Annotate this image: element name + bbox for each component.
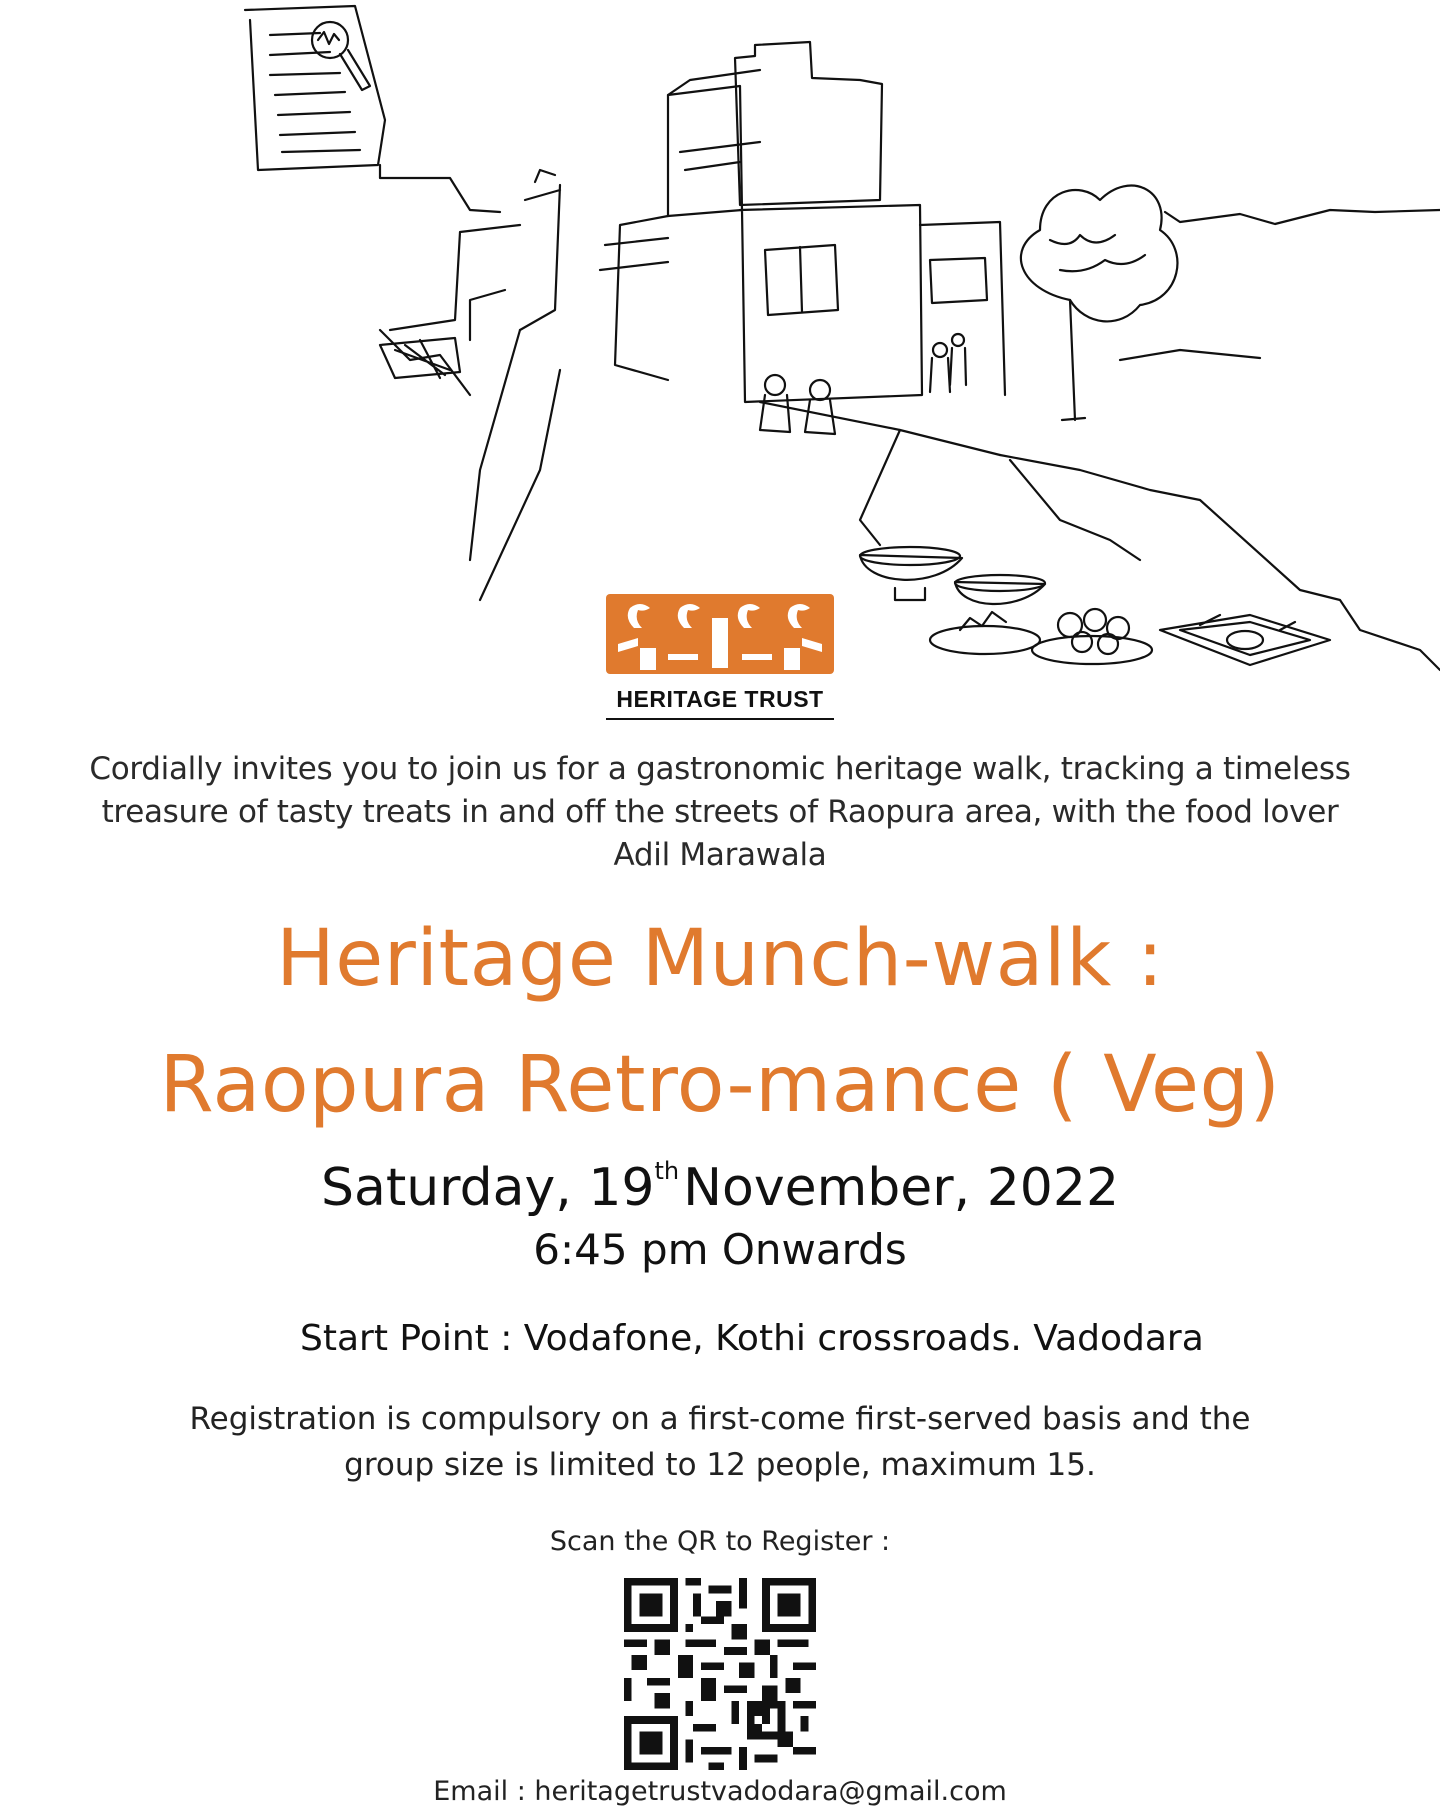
event-date (0, 1138, 1440, 1221)
event-time: 6:45 pm Onwards (533, 1225, 907, 1274)
event-title-line-2: Raopura Retro-mance ( Veg) (159, 1040, 1281, 1130)
contact-email: Email : heritagetrustvadodara@gmail.com (433, 1776, 1007, 1807)
registration-note (0, 1396, 1440, 1488)
registration-line-1: Registration is compulsory on a first-come first-served basis and the (189, 1401, 1251, 1437)
scan-qr-label: Scan the QR to Register : (549, 1526, 891, 1557)
start-point: Start Point : Vodafone, Kothi crossroads. Vadodara (300, 1318, 1204, 1359)
intro-line-3: Adil Marawala (613, 837, 827, 873)
intro-text (0, 748, 1440, 877)
logo-name: HERITAGE TRUST (616, 686, 824, 712)
heritage-trust-emblem (600, 588, 840, 684)
registration-line-2: group size is limited to 12 people, maximum 15. (344, 1447, 1096, 1483)
intro-line-2: treasure of tasty treats in and off the streets of Raopura area, with the food lover (101, 794, 1339, 830)
date-prefix: Saturday, 19 (320, 1158, 655, 1218)
registration-qr-code[interactable] (624, 1578, 816, 1770)
date-ordinal: th (654, 1157, 680, 1185)
intro-line-1: Cordially invites you to join us for a gastronomic heritage walk, tracking a timeless (89, 751, 1351, 787)
date-suffix: November, 2022 (683, 1158, 1120, 1218)
event-title-line-1: Heritage Munch-walk : (276, 914, 1164, 1004)
tree-sketch (1021, 186, 1260, 420)
notice-paper-sketch (245, 6, 385, 170)
logo-underline (606, 718, 834, 720)
buildings-sketch (380, 42, 1005, 402)
people-sketch (760, 334, 966, 434)
food-plates-sketch (860, 547, 1330, 665)
event-title (0, 896, 1440, 1148)
heritage-trust-logo (600, 588, 840, 724)
